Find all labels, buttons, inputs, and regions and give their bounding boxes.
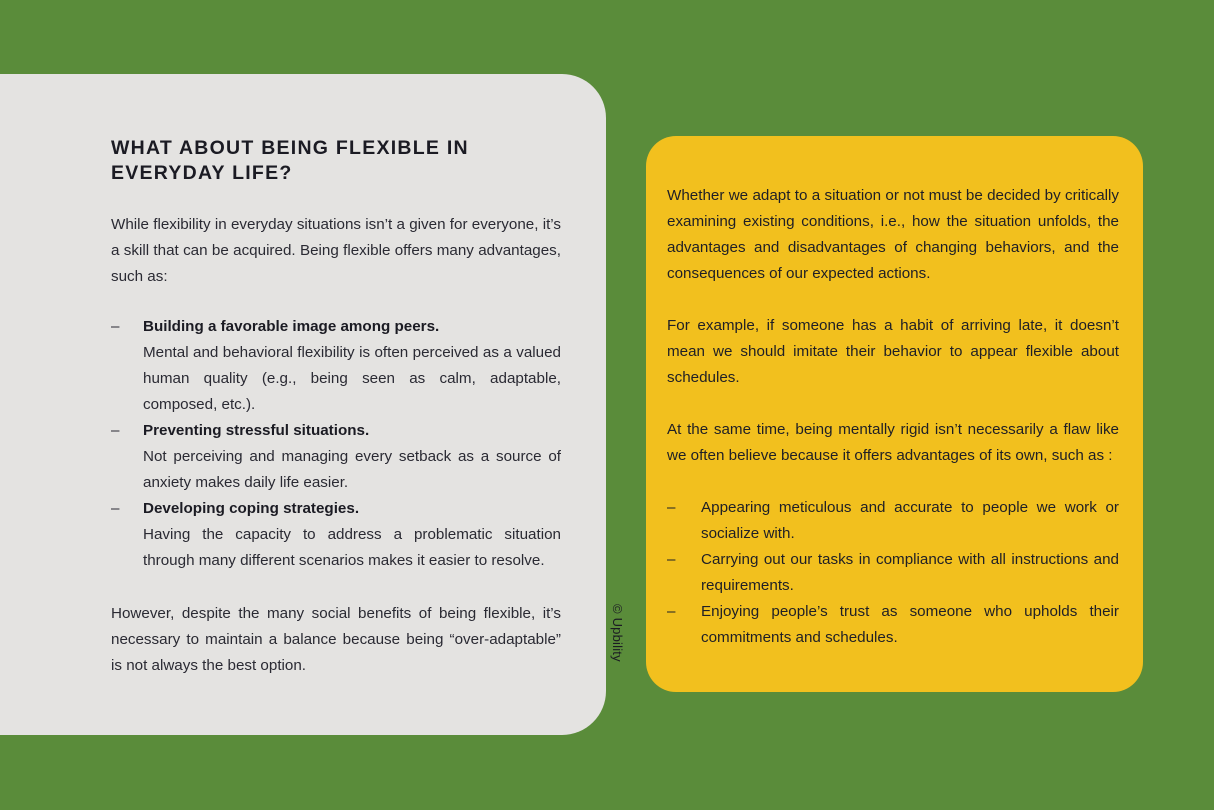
right-paragraph-1: Whether we adapt to a situation or not must be decided by critically examining existing conditions, i.e., how the situation unfolds, the advantages and disadvantages of changing behaviors, and the consequences of our expected actions. <box>667 187 1119 282</box>
right-paragraph-2: For example, if someone has a habit of arriving late, it doesn’t mean we should imitate their behavior to appear flexible about schedules. <box>667 317 1119 386</box>
copyright-watermark: © Upbility <box>610 604 625 662</box>
list-item-title: Building a favorable image among peers. <box>143 318 440 335</box>
list-item-text: Enjoying people’s trust as someone who upholds their commitments and schedules. <box>701 603 1119 646</box>
advantages-list <box>111 314 561 574</box>
list-item-description: Mental and behavioral flexibility is often perceived as a valued human quality (e.g., being seen as calm, adaptable, composed, etc.). <box>143 344 561 413</box>
closing-paragraph: However, despite the many social benefits of being flexible, it’s necessary to maintain a balance because being “over-adaptable” is not always the best option. <box>111 605 561 674</box>
list-item <box>667 599 1119 651</box>
dash-bullet-icon: – <box>111 500 120 517</box>
list-item-text: Carrying out our tasks in compliance with all instructions and requirements. <box>701 551 1119 594</box>
dash-bullet-icon: – <box>667 551 676 568</box>
dash-bullet-icon: – <box>667 499 676 516</box>
list-item-title: Developing coping strategies. <box>143 500 360 517</box>
page-title: WHAT ABOUT BEING FLEXIBLE IN EVERYDAY LIFE? <box>111 137 469 184</box>
dash-bullet-icon: – <box>111 422 120 439</box>
list-item <box>111 496 561 574</box>
left-panel-content <box>111 136 561 679</box>
dash-bullet-icon: – <box>111 318 120 335</box>
right-content-panel <box>646 136 1143 692</box>
right-paragraph-3: At the same time, being mentally rigid isn’t necessarily a flaw like we often believe because it offers advantages of its own, such as : <box>667 421 1119 464</box>
list-item <box>667 547 1119 599</box>
intro-paragraph: While flexibility in everyday situations isn’t a given for everyone, it’s a skill that can be acquired. Being flexible offers many advantages, such as: <box>111 216 561 285</box>
list-item <box>667 495 1119 547</box>
list-item-description: Not perceiving and managing every setback as a source of anxiety makes daily life easier. <box>143 448 561 491</box>
right-panel-content <box>667 183 1119 651</box>
list-item-text: Appearing meticulous and accurate to people we work or socialize with. <box>701 499 1119 542</box>
left-content-panel <box>0 74 606 735</box>
list-item-title: Preventing stressful situations. <box>143 422 370 439</box>
list-item <box>111 418 561 496</box>
rigidity-advantages-list <box>667 495 1119 651</box>
list-item-description: Having the capacity to address a problematic situation through many different scenarios makes it easier to resolve. <box>143 526 561 569</box>
dash-bullet-icon: – <box>667 603 676 620</box>
list-item <box>111 314 561 418</box>
